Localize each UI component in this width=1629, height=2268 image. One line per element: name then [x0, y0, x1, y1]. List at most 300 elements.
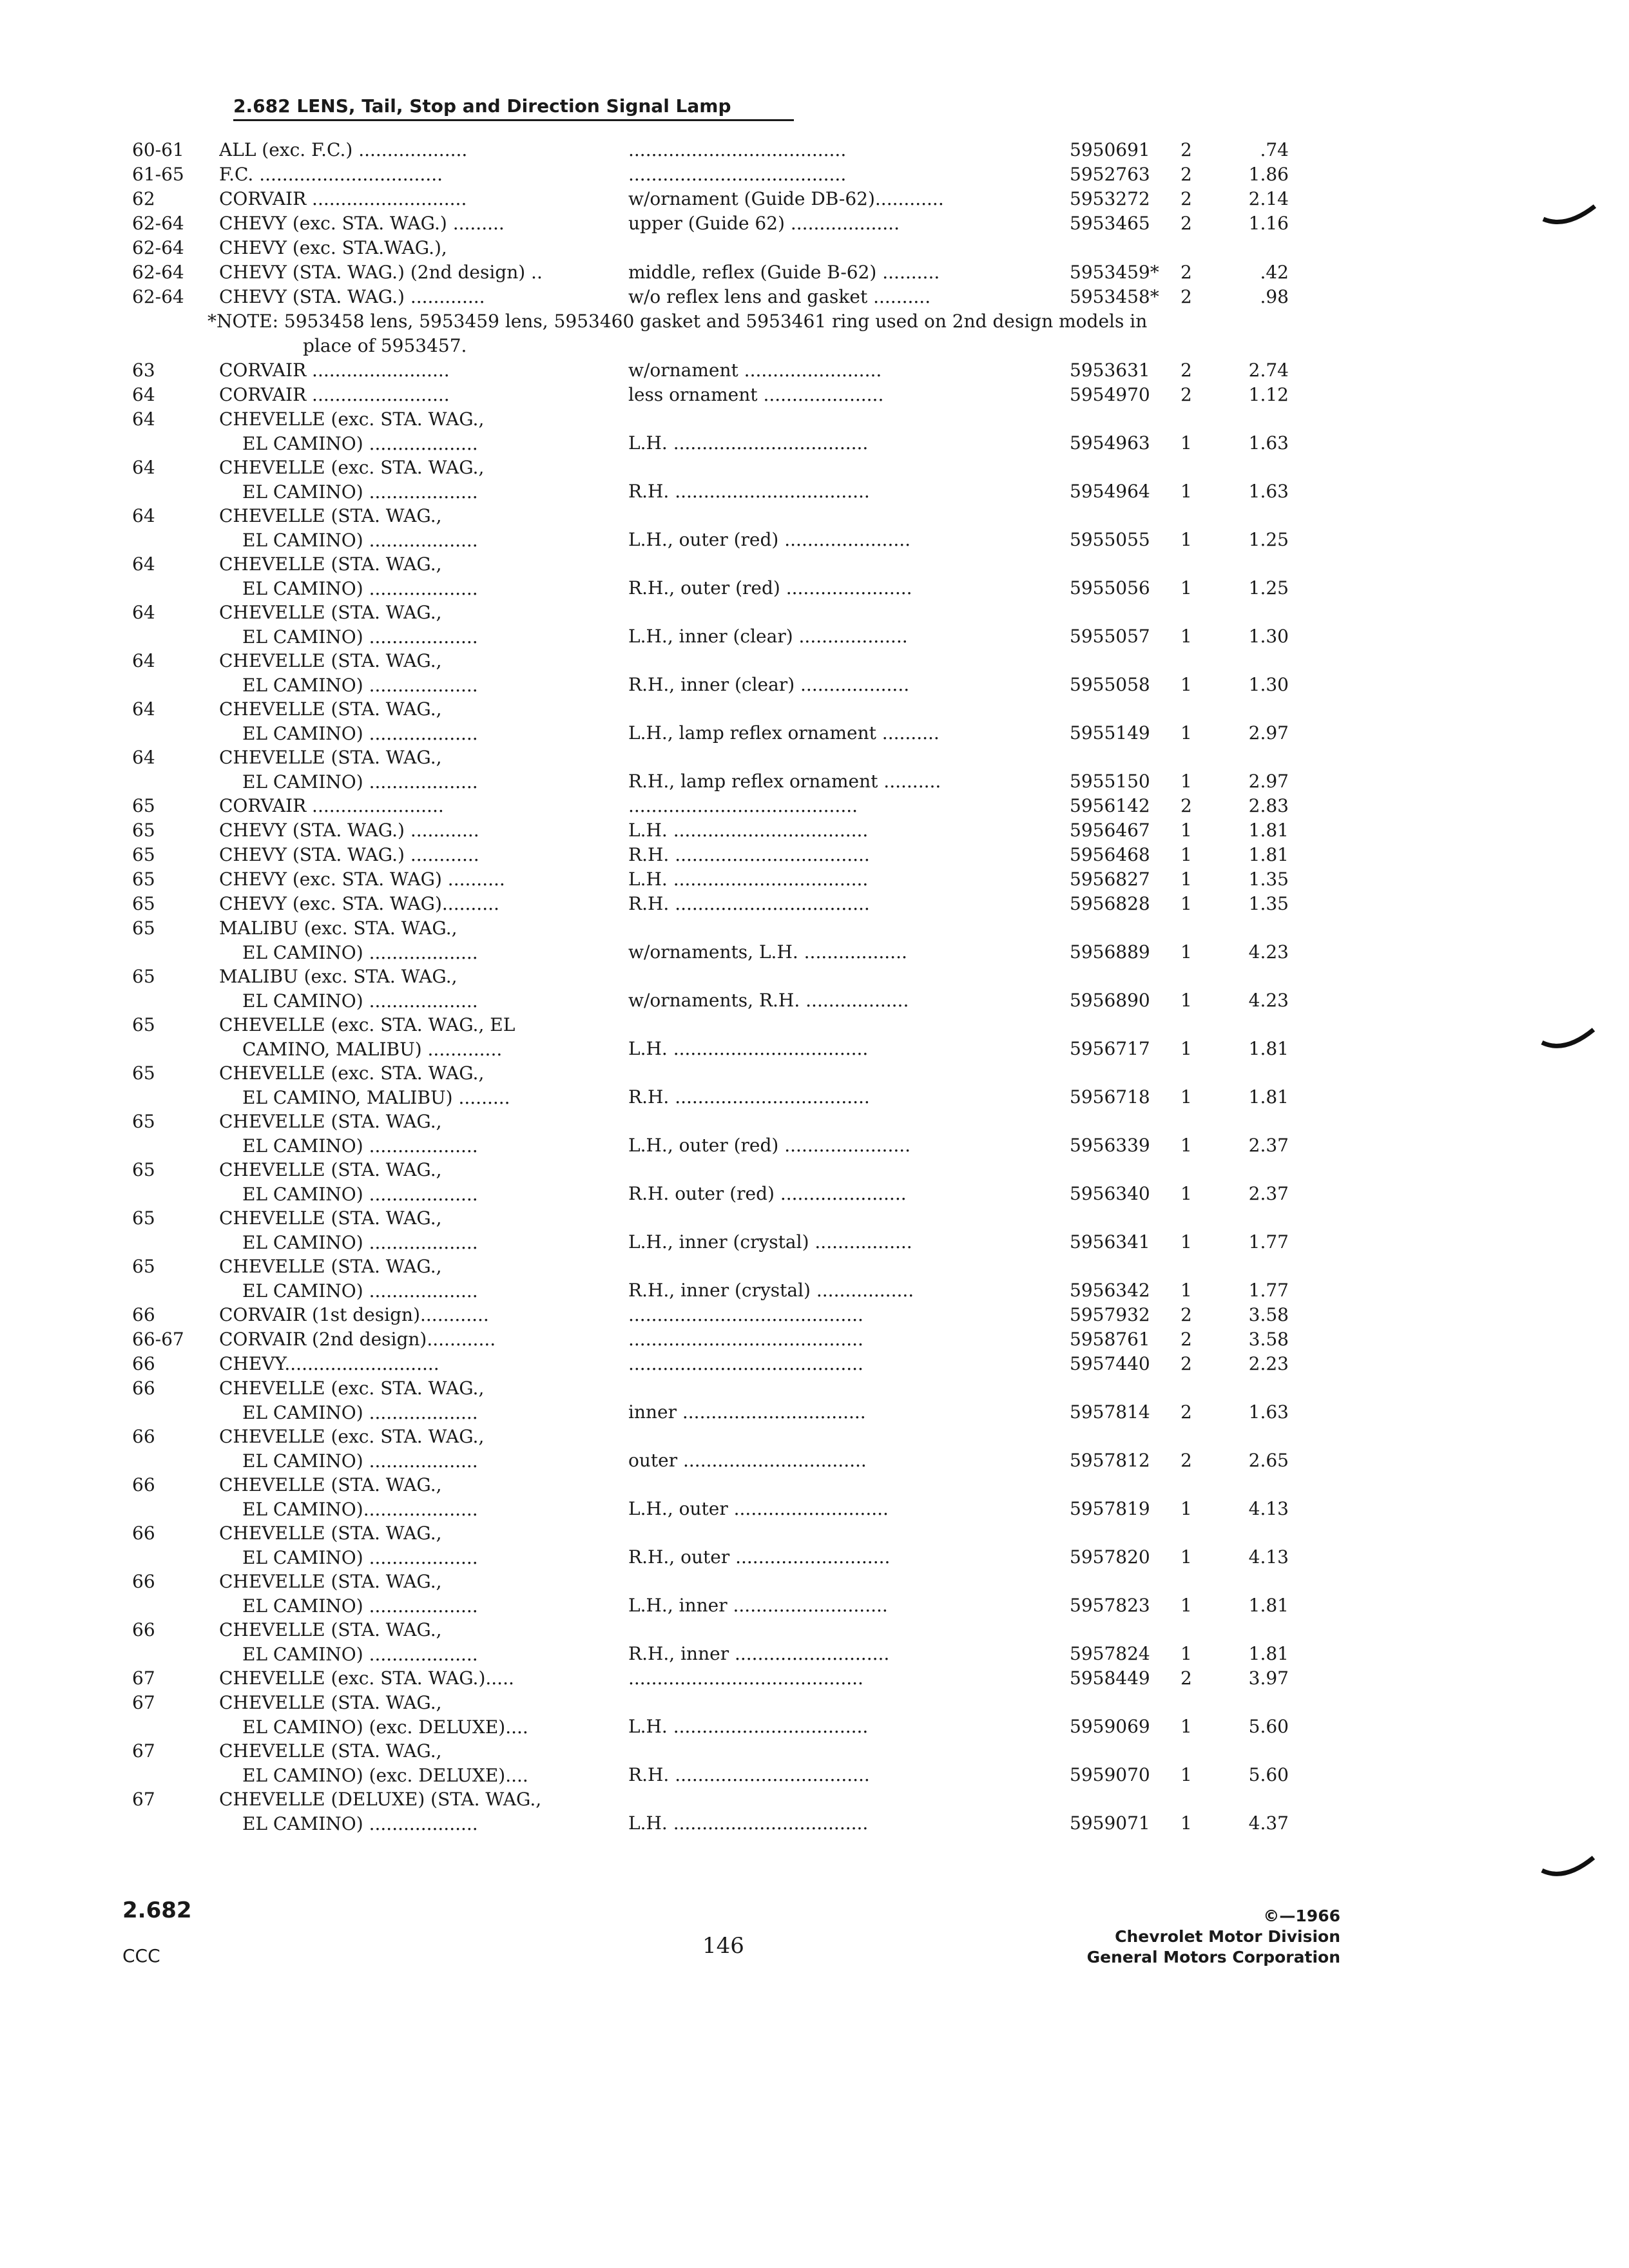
part-number: 5957819 [1070, 1498, 1150, 1519]
list-item [0, 162, 1629, 187]
part-number: 5950691 [1070, 139, 1150, 160]
list-item [0, 965, 1629, 1013]
application-line: CHEVY (exc. STA. WAG).......... [219, 893, 499, 914]
application-line: CHEVELLE (STA. WAG., [219, 1207, 442, 1229]
price: 2.14 [1248, 188, 1289, 209]
price: 3.97 [1248, 1667, 1289, 1689]
model-year: 64 [132, 408, 155, 430]
description: w/ornaments, L.H. .................. [628, 941, 907, 963]
part-number: 5958449 [1070, 1667, 1150, 1689]
application [219, 745, 599, 794]
application-line: CHEVELLE (STA. WAG., [219, 1256, 442, 1277]
description: L.H., outer (red) ...................... [628, 529, 911, 550]
application-line: CHEVY (STA. WAG.) ............ [219, 820, 479, 841]
quantity: 2 [1181, 1329, 1192, 1350]
model-year: 62-64 [132, 213, 184, 234]
application [219, 818, 599, 843]
list-item [0, 260, 1629, 285]
application [219, 916, 599, 965]
list-item [0, 1473, 1629, 1521]
list-item [0, 1254, 1629, 1303]
list-item [0, 383, 1629, 407]
application [219, 552, 599, 601]
application-line: EL CAMINO) ................... [242, 1595, 478, 1617]
application [219, 407, 599, 456]
price: 4.37 [1248, 1812, 1289, 1834]
application-line: EL CAMINO) ................... [242, 990, 478, 1012]
price: 3.58 [1248, 1329, 1289, 1350]
description: R.H., inner ........................... [628, 1643, 890, 1664]
quantity: 1 [1181, 844, 1192, 865]
model-year: 66 [132, 1523, 155, 1544]
model-year: 66 [132, 1571, 155, 1592]
part-number: 5959070 [1070, 1764, 1150, 1785]
part-number: 5956339 [1070, 1135, 1150, 1156]
page-number: 146 [702, 1933, 744, 1959]
description: middle, reflex (Guide B-62) .......... [628, 262, 940, 283]
model-year: 65 [132, 1014, 155, 1035]
model-year: 65 [132, 1111, 155, 1132]
application-line: CHEVELLE (DELUXE) (STA. WAG., [219, 1789, 542, 1810]
description: w/ornament (Guide DB-62)............ [628, 188, 944, 209]
scan-mark [1540, 200, 1598, 232]
quantity: 1 [1181, 577, 1192, 599]
model-year: 66-67 [132, 1329, 184, 1350]
list-item [0, 867, 1629, 892]
footer-left [122, 1898, 192, 1966]
part-number: 5955149 [1070, 722, 1150, 744]
model-year: 66 [132, 1474, 155, 1495]
price: 1.86 [1248, 164, 1289, 185]
application-line: EL CAMINO) ................... [242, 481, 478, 503]
model-year: 66 [132, 1619, 155, 1640]
part-number: 5956342 [1070, 1280, 1150, 1301]
application [219, 843, 599, 867]
part-number: 5952763 [1070, 164, 1150, 185]
description: R.H., inner (crystal) ................. [628, 1280, 914, 1301]
quantity: 1 [1181, 1280, 1192, 1301]
application-line: CHEVY (STA. WAG.) ............ [219, 844, 479, 865]
application-line: CHEVY (exc. STA.WAG.), [219, 237, 447, 258]
application-line: EL CAMINO) ................... [242, 1450, 478, 1472]
list-item [0, 1425, 1629, 1473]
price: 1.12 [1248, 384, 1289, 405]
price: 4.23 [1248, 941, 1289, 963]
part-number: 5955150 [1070, 771, 1150, 792]
model-year: 64 [132, 384, 155, 405]
list-item [0, 745, 1629, 794]
model-year: 65 [132, 1159, 155, 1180]
quantity: 1 [1181, 1764, 1192, 1785]
list-item [0, 1570, 1629, 1618]
model-year: 60-61 [132, 139, 184, 160]
application [219, 1013, 599, 1062]
list-item [0, 1013, 1629, 1061]
list-item [0, 358, 1629, 383]
price: 1.25 [1248, 577, 1289, 599]
price: 2.97 [1248, 722, 1289, 744]
footer-publisher [1031, 1906, 1340, 1968]
description: ......................................... [628, 1353, 863, 1374]
list-item [0, 552, 1629, 601]
description: L.H., outer (red) ...................... [628, 1135, 911, 1156]
application-line: EL CAMINO) ................... [242, 626, 478, 648]
quantity: 1 [1181, 771, 1192, 792]
price: 1.81 [1248, 1595, 1289, 1616]
quantity: 2 [1181, 1401, 1192, 1423]
quantity: 2 [1181, 1667, 1192, 1689]
description: L.H., outer ........................... [628, 1498, 889, 1519]
footer-code: CCC [122, 1945, 160, 1966]
quantity: 2 [1181, 360, 1192, 381]
description: L.H. .................................. [628, 1812, 869, 1834]
price: 2.65 [1248, 1450, 1289, 1471]
application-line: CHEVY (exc. STA. WAG) .......... [219, 869, 505, 890]
quantity: 1 [1181, 820, 1192, 841]
application-line: CHEVELLE (STA. WAG., [219, 698, 442, 720]
price: 1.81 [1248, 1086, 1289, 1108]
application [219, 1787, 599, 1836]
model-year: 65 [132, 820, 155, 841]
model-year: 65 [132, 795, 155, 816]
part-number: 5957823 [1070, 1595, 1150, 1616]
description: ...................................... [628, 164, 847, 185]
page-header: 2.682 LENS, Tail, Stop and Direction Signal Lamp [233, 95, 794, 121]
description: L.H. .................................. [628, 1716, 869, 1737]
model-year: 66 [132, 1353, 155, 1374]
model-year: 62-64 [132, 262, 184, 283]
model-year: 65 [132, 918, 155, 939]
list-item [0, 1158, 1629, 1206]
quantity: 2 [1181, 262, 1192, 283]
description: upper (Guide 62) ................... [628, 213, 900, 234]
application-line: CAMINO, MALIBU) ............. [242, 1039, 503, 1060]
application-line: EL CAMINO) ................... [242, 530, 478, 551]
application [219, 162, 599, 187]
quantity: 2 [1181, 1450, 1192, 1471]
quantity: 2 [1181, 795, 1192, 816]
description: L.H., inner (crystal) ................. [628, 1231, 912, 1253]
list-item [0, 236, 1629, 260]
application-line: EL CAMINO) ................... [242, 433, 478, 454]
model-year: 64 [132, 457, 155, 478]
application [219, 1206, 599, 1255]
application-line: CHEVELLE (STA. WAG., [219, 1474, 442, 1495]
application [219, 285, 599, 309]
application-line: CHEVELLE (STA. WAG., [219, 1740, 442, 1762]
quantity: 1 [1181, 674, 1192, 695]
application-line: CHEVELLE (exc. STA. WAG.)..... [219, 1667, 514, 1689]
list-item [0, 1327, 1629, 1352]
application-line: MALIBU (exc. STA. WAG., [219, 918, 458, 939]
application-line: CORVAIR ........................ [219, 384, 450, 405]
list-item [0, 1521, 1629, 1570]
application-line: CHEVY (exc. STA. WAG.) ......... [219, 213, 505, 234]
model-year: 67 [132, 1692, 155, 1713]
application [219, 1110, 599, 1158]
application-line: EL CAMINO) ................... [242, 942, 478, 963]
application-line: CHEVELLE (STA. WAG., [219, 650, 442, 671]
price: 2.74 [1248, 360, 1289, 381]
part-number: 5954964 [1070, 481, 1150, 502]
price: 2.23 [1248, 1353, 1289, 1374]
price: 1.35 [1248, 893, 1289, 914]
model-year: 66 [132, 1378, 155, 1399]
description: ...................................... [628, 139, 847, 160]
application [219, 138, 599, 162]
description: L.H., inner (clear) ................... [628, 626, 908, 647]
quantity: 1 [1181, 1595, 1192, 1616]
price: .98 [1260, 286, 1289, 307]
application-line: CHEVELLE (exc. STA. WAG., [219, 1378, 485, 1399]
part-number: 5953272 [1070, 188, 1150, 209]
part-number: 5957814 [1070, 1401, 1150, 1423]
model-year: 64 [132, 553, 155, 575]
price: 4.13 [1248, 1546, 1289, 1568]
quantity: 1 [1181, 1546, 1192, 1568]
list-item [0, 843, 1629, 867]
part-number: 5956890 [1070, 990, 1150, 1011]
application-line: ALL (exc. F.C.) ................... [219, 139, 468, 160]
scan-mark [1539, 1852, 1597, 1885]
model-year: 65 [132, 869, 155, 890]
description: R.H., outer (red) ...................... [628, 577, 912, 599]
part-number: 5954963 [1070, 432, 1150, 454]
description: outer ................................ [628, 1450, 867, 1471]
part-number: 5953631 [1070, 360, 1150, 381]
description: R.H. .................................. [628, 1086, 870, 1108]
description: R.H. .................................. [628, 893, 870, 914]
model-year: 62 [132, 188, 155, 209]
application-line: CHEVELLE (STA. WAG., [219, 1523, 442, 1544]
model-year: 64 [132, 650, 155, 671]
application-line: CHEVELLE (STA. WAG., [219, 1111, 442, 1132]
price: 1.63 [1248, 481, 1289, 502]
model-year: 63 [132, 360, 155, 381]
part-number: 5956889 [1070, 941, 1150, 963]
application-line: CHEVELLE (exc. STA. WAG., [219, 1062, 485, 1084]
model-year: 65 [132, 844, 155, 865]
quantity: 1 [1181, 1135, 1192, 1156]
list-item [0, 504, 1629, 552]
application-line: CORVAIR ........................ [219, 360, 450, 381]
quantity: 1 [1181, 1086, 1192, 1108]
division: Chevrolet Motor Division [1115, 1927, 1340, 1946]
price: .74 [1260, 139, 1289, 160]
application [219, 965, 599, 1014]
price: 1.81 [1248, 1643, 1289, 1664]
list-item [0, 187, 1629, 211]
footnote-line: place of 5953457. [303, 335, 467, 356]
list-item [0, 1352, 1629, 1376]
list-item [0, 211, 1629, 236]
application-line: EL CAMINO) ................... [242, 1547, 478, 1568]
part-number: 5956142 [1070, 795, 1150, 816]
part-number: 5954970 [1070, 384, 1150, 405]
price: 5.60 [1248, 1716, 1289, 1737]
quantity: 1 [1181, 481, 1192, 502]
footnote-line: *NOTE: 5953458 lens, 5953459 lens, 5953460 gasket and 5953461 ring used on 2nd design models in [207, 311, 1148, 332]
model-year: 64 [132, 698, 155, 720]
description: L.H. .................................. [628, 820, 869, 841]
part-number: 5955056 [1070, 577, 1150, 599]
application [219, 504, 599, 553]
price: 1.81 [1248, 1038, 1289, 1059]
model-year: 64 [132, 505, 155, 526]
application-line: CHEVELLE (exc. STA. WAG., [219, 457, 485, 478]
part-number: 5955055 [1070, 529, 1150, 550]
model-year: 65 [132, 1062, 155, 1084]
application [219, 1254, 599, 1303]
part-number: 5957824 [1070, 1643, 1150, 1664]
quantity: 2 [1181, 213, 1192, 234]
quantity: 2 [1181, 384, 1192, 405]
price: 5.60 [1248, 1764, 1289, 1785]
description: R.H. .................................. [628, 481, 870, 502]
application-line: EL CAMINO) ................... [242, 1813, 478, 1834]
application [219, 383, 599, 407]
quantity: 1 [1181, 432, 1192, 454]
model-year: 67 [132, 1667, 155, 1689]
part-number: 5957820 [1070, 1546, 1150, 1568]
list-item [0, 456, 1629, 504]
application-line: CORVAIR (2nd design)............ [219, 1329, 496, 1350]
list-item [0, 697, 1629, 745]
description: L.H. .................................. [628, 1038, 869, 1059]
quantity: 1 [1181, 1812, 1192, 1834]
quantity: 2 [1181, 188, 1192, 209]
price: 2.37 [1248, 1135, 1289, 1156]
list-item [0, 407, 1629, 456]
application [219, 1691, 599, 1740]
description: L.H. .................................. [628, 432, 869, 454]
copyright: ©—1966 [1263, 1907, 1340, 1925]
part-number: 5956718 [1070, 1086, 1150, 1108]
description: w/o reflex lens and gasket .......... [628, 286, 931, 307]
application [219, 892, 599, 916]
description: R.H. .................................. [628, 1764, 870, 1785]
model-year: 67 [132, 1789, 155, 1810]
description: ........................................ [628, 795, 858, 816]
application-line: CHEVELLE (STA. WAG., [219, 1619, 442, 1640]
quantity: 1 [1181, 869, 1192, 890]
application-line: EL CAMINO) ................... [242, 1232, 478, 1253]
list-item [0, 818, 1629, 843]
application [219, 1521, 599, 1570]
application [219, 1618, 599, 1667]
price: 2.97 [1248, 771, 1289, 792]
application [219, 1425, 599, 1474]
part-number: 5953465 [1070, 213, 1150, 234]
application [219, 187, 599, 211]
price: 1.25 [1248, 529, 1289, 550]
application [219, 867, 599, 892]
price: 1.30 [1248, 626, 1289, 647]
part-number: 5959069 [1070, 1716, 1150, 1737]
list-item [0, 601, 1629, 649]
footer-section-number: 2.682 [122, 1898, 192, 1923]
part-number: 5957440 [1070, 1353, 1150, 1374]
application [219, 1666, 599, 1691]
part-number: 5958761 [1070, 1329, 1150, 1350]
quantity: 1 [1181, 1643, 1192, 1664]
list-item [0, 1787, 1629, 1836]
quantity: 1 [1181, 941, 1192, 963]
price: 1.81 [1248, 820, 1289, 841]
application-line: CHEVELLE (exc. STA. WAG., [219, 408, 485, 430]
application [219, 1473, 599, 1522]
description: R.H. outer (red) ...................... [628, 1183, 907, 1204]
application-line: EL CAMINO) ................... [242, 578, 478, 599]
description: inner ................................ [628, 1401, 866, 1423]
part-number: 5953459* [1070, 262, 1159, 283]
application-line: EL CAMINO) ................... [242, 675, 478, 696]
application [219, 697, 599, 746]
list-item [0, 1206, 1629, 1254]
application-line: CHEVELLE (exc. STA. WAG., [219, 1426, 485, 1447]
description: less ornament ..................... [628, 384, 884, 405]
scan-mark [1539, 1024, 1597, 1057]
application-line: CHEVELLE (STA. WAG., [219, 1692, 442, 1713]
description: ......................................... [628, 1329, 863, 1350]
quantity: 1 [1181, 1716, 1192, 1737]
description: R.H. .................................. [628, 844, 870, 865]
application-line: EL CAMINO) ................... [242, 1644, 478, 1665]
quantity: 2 [1181, 139, 1192, 160]
model-year: 65 [132, 1207, 155, 1229]
price: 2.37 [1248, 1183, 1289, 1204]
quantity: 2 [1181, 164, 1192, 185]
model-year: 61-65 [132, 164, 184, 185]
application-line: CORVAIR (1st design)............ [219, 1304, 489, 1325]
price: 1.77 [1248, 1280, 1289, 1301]
price: 1.63 [1248, 432, 1289, 454]
list-item [0, 794, 1629, 818]
footnote [0, 309, 1629, 358]
description: R.H., outer ........................... [628, 1546, 891, 1568]
list-item [0, 892, 1629, 916]
application [219, 1376, 599, 1425]
application-line: CHEVY (STA. WAG.) ............. [219, 286, 485, 307]
quantity: 1 [1181, 626, 1192, 647]
application-line: CHEVELLE (STA. WAG., [219, 553, 442, 575]
price: 1.63 [1248, 1401, 1289, 1423]
application-line: EL CAMINO) ................... [242, 1280, 478, 1302]
price: 1.35 [1248, 869, 1289, 890]
list-item [0, 1691, 1629, 1739]
application [219, 1352, 599, 1376]
quantity: 2 [1181, 1304, 1192, 1325]
list-item [0, 649, 1629, 697]
application-line: CHEVELLE (STA. WAG., [219, 1571, 442, 1592]
application [219, 211, 599, 236]
description: L.H. .................................. [628, 869, 869, 890]
price: 4.13 [1248, 1498, 1289, 1519]
price: 1.77 [1248, 1231, 1289, 1253]
quantity: 1 [1181, 1038, 1192, 1059]
quantity: 1 [1181, 1498, 1192, 1519]
application [219, 794, 599, 818]
application-line: CHEVELLE (STA. WAG., [219, 747, 442, 768]
description: R.H., lamp reflex ornament .......... [628, 771, 941, 792]
price: .42 [1260, 262, 1289, 283]
application [219, 649, 599, 698]
quantity: 2 [1181, 286, 1192, 307]
model-year: 62-64 [132, 286, 184, 307]
corporation: General Motors Corporation [1086, 1948, 1340, 1966]
quantity: 1 [1181, 722, 1192, 744]
parts-list [0, 138, 1629, 1836]
